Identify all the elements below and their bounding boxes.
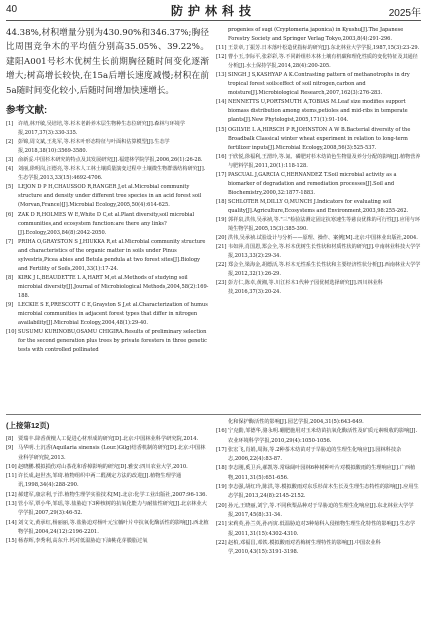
reference-number: [23] <box>216 280 227 287</box>
reference-text: 俞新妥.中国杉木研究的特点及其发展研究[J].福建林学院学报,2006,26(1):26-28. <box>18 157 203 164</box>
reference-item <box>216 446 421 465</box>
reference-item <box>6 444 209 463</box>
reference-item <box>6 138 209 156</box>
reference-item <box>216 98 421 125</box>
reference-text: 郭祥泉,洪伟,吴承祯,等."三"检验法测定固定抗寒速生等慈良优株的可行性[J].应用与环境生物学报,2005,15(3):385-390. <box>228 216 420 233</box>
reference-number <box>216 418 228 427</box>
reference-item <box>6 463 209 472</box>
reference-text: 杨春辉,李秀利,高东升.钙对低温胁迫下油桃花芽膜脂过氧 <box>18 538 148 545</box>
issue-year: 2025年 <box>388 8 421 19</box>
reference-text: 许靖,林开敏,吴培培,等.杉木老龄养木层生物种生态位研究[J].森林与环境学报,2017,37(3):330-335. <box>18 121 185 137</box>
reference-text: 李志刚,奚卫兵,郝凯等.常绿阔叶园林6种树种叶片对模拟酸雨的生理响应[J].广西植物,2011,31(5):651-656. <box>228 465 416 481</box>
reference-text: 宋莉英,孙兰英,孙丙寅.低温胁迫对3种菊科入侵植物生理生化特性的影响[J].生态学报,2011,31(15):4302-4310. <box>228 521 416 537</box>
reference-number: [13] <box>216 72 227 79</box>
right-column <box>216 26 421 297</box>
reference-item <box>6 238 209 274</box>
reference-list <box>216 418 421 557</box>
reference-text: 郝建军,康宗利,于洋.植物生理学实验技术[M].北京:化学工业出版社,2007:96-136. <box>18 491 208 498</box>
reference-item <box>216 26 421 44</box>
reference-item <box>6 120 209 138</box>
reference-text: 刘文文,黄承红,杨丽丽,等.盐胁迫对杨叶元宝槭叶片中抗氧化酶活性的影响[J].西北植物学报,2004,24(12):2196-2201. <box>18 519 209 535</box>
reference-item <box>216 261 421 279</box>
reference-text: 王景章,丁振芳.日本落叶松造优指标的研究[J].东北林业大学学报,1987,15(3):23-29. <box>228 45 420 52</box>
reference-text: KIRK J L,BEAUDETTE L A,HART M,et al.Methods of studying soil microbial diversity[J].Journal of Microbiological Methods,2004,58(2):169-188. <box>18 274 209 299</box>
reference-text: 曹小玉,李际平,张彩彩,等.不同龄组杉木林土壤有机碳和理化性质的变化特征及其通径分析[J].水土保持学报,2014,28(4):200-205. <box>228 54 418 70</box>
reference-text: 许长成,赵世杰,邹琦.植物组织中两二醛测定方法的改进[J].植物生理学通讯,1998,34(4):288-290. <box>18 473 182 489</box>
reference-number: [14] <box>6 519 17 526</box>
body-paragraph: 44.38%,材积增量分别为430.90%和346.37%;胸径比周围竞争木的平均值分别高35.05%、39.22%。建阳A001号杉木优树生长前期胸径随时间变化逐渐增大;树高增长较快,在15a后增长速度减慢;材积在前5a随时间变化较小,后随时间增加快速增长。 <box>6 28 209 96</box>
reference-text: 彭方仁,陈卓,黄湘,等.川江杉木1代种子园优树选择研究[J].四川林业科技,2016,37(3):20-24. <box>228 280 383 296</box>
reference-number: [15] <box>216 126 227 133</box>
reference-item <box>216 520 421 539</box>
section-divider <box>6 414 421 415</box>
reference-item <box>216 216 421 234</box>
reference-item <box>216 279 421 297</box>
reference-list <box>6 435 209 547</box>
reference-text: PASCUAL J,GARCIA C,HERNANDEZ T.Soil microbial activity as a biomarker of degradation and remediation processes[J].Soil and Biochemistry,2000,32:1877-1883. <box>228 171 397 196</box>
reference-number: [10] <box>6 463 17 470</box>
reference-item <box>216 234 421 243</box>
reference-item <box>216 483 421 502</box>
reference-number: [18] <box>216 465 227 472</box>
reference-number: [19] <box>216 484 227 491</box>
reference-text: OGILVIE L A,HIRSCH P R,JOHNSTON A W B.Bacterial diversity of the Broadbalk Classical winter wheat experiment in relation to long-term fertilizer inputs[J].Microbial Ecology,2008,56(3):525-537. <box>228 126 411 151</box>
reference-text: 韦如萍,肖国恩,郑会全,等.杉木优树生长性状和材质性状的研究[J].中南林业科技大学学报,2013,33(2):29-34. <box>228 244 421 260</box>
reference-number: [11] <box>6 473 17 480</box>
reference-number: [22] <box>216 539 227 546</box>
reference-number: [9] <box>6 445 14 452</box>
reference-text: 马华明.土沉香(Aquilaria sinensis (Lour.)Gilg)结香机制的研究[D].北京:中国林业科学研究院,2013. <box>18 445 206 461</box>
continued-from-heading: (上接第12页) <box>6 421 50 430</box>
reference-number: [16] <box>216 153 227 160</box>
reference-number <box>216 26 228 44</box>
reference-item <box>216 71 421 98</box>
reference-number: [15] <box>6 538 17 545</box>
reference-number: [7] <box>6 238 14 245</box>
reference-item <box>216 126 421 153</box>
reference-text: 洪伟,吴承祯.试验设计与分析——原理、操作、案例[M].北京:中国林业出版社,2004. <box>228 235 418 242</box>
reference-item <box>216 539 421 558</box>
reference-number: [4] <box>6 166 14 173</box>
journal-title: 防护林科技 <box>170 4 256 18</box>
reference-item <box>216 153 421 171</box>
reference-text: 管小军,覃小华,邹瑶,等.盐胁迫下3种核树的抗氧化能力与耐盐性研究[J].北京林业大学学报,2007,29(3):46-52. <box>18 501 207 517</box>
reference-text: SUSUMU KURINOBU,OSAMU CHIGIRA.Results of preliminary selection for the second generation plus trees by private foresters in three genetic tests with controlled pollinated <box>18 329 207 354</box>
reference-number: [13] <box>6 501 17 508</box>
reference-item <box>6 472 209 491</box>
reference-number: [6] <box>6 211 14 218</box>
reference-number: [9] <box>6 301 14 308</box>
reference-item <box>216 53 421 71</box>
reference-text: SCHLOTER M,DILLY O,MUNCH J.Indicators for evaluating soil quality[J].Agriculture,Ecosystems and Environment,2003,98:255-262. <box>228 198 409 214</box>
reference-number: [19] <box>216 216 227 223</box>
reference-text: ZAK D R,HOLMES W E,White D C,et al.Plant diversity,soil microbial communities,and ecosystem function:are there any links?[J].Ecology,2003,84(8):2042-2050. <box>18 211 195 236</box>
references-heading: 参考文献: <box>6 105 48 117</box>
reference-item <box>6 537 209 546</box>
reference-text: 李志强,胡红玲,陈洪,等.模拟酸雨对东乐杉苗木生长及生理生态特性的影响[J].应用生态学报,2013,24(8):2145-2152. <box>228 484 419 500</box>
reference-text: PRIHA O,GRAYSTON S J,HIUKKA R,et al.Microbial community structure and characteristics of the organic matter in soils under Pinus sylvestris,Picea abies and Betula pendula at two forest sites[J].Biology and Fertility of Soils,2001,33(1):17-24. <box>18 238 206 272</box>
reference-item <box>216 418 421 427</box>
reference-number: [8] <box>6 436 14 442</box>
reference-text: progenies of sugi (Cryptomeria japonica) in Kyushu[J].The Japanese Forestry Society and Springer Verlag Tokyo,2003,8(4):291-296. <box>228 27 404 43</box>
reference-item <box>6 301 209 328</box>
reference-item <box>6 211 209 238</box>
reference-item <box>6 165 209 183</box>
reference-text: 于欣悦,徐福利,王渭玲,等.氮、磷肥对杉木幼苗色生物量及养分分配的影响[J].植物营养与肥料学报,2011,20(1):118-128. <box>228 153 421 169</box>
reference-text: LECKIE S E,PRESCOTT C E,Grayston S J,et al.Characterization of humus microbial communities in adjacent forest types that differ in nitrogen availability[J].Microbial Ecology,2004,48(1):29-40. <box>18 301 208 327</box>
running-header <box>6 0 421 21</box>
reference-number: [21] <box>216 521 227 528</box>
reference-item <box>216 427 421 446</box>
reference-item <box>216 502 421 521</box>
reference-number: [20] <box>216 502 227 509</box>
reference-text: 贾瑞丰.降香黄檀人工促进心材形成的研究[D].北京:中国林业科学研究院,2014. <box>18 436 199 442</box>
reference-text: 赵柏,邓福昌,邓铁.模拟酸雨对若梅树生理特性的影响[J].中国农业科学,2010,43(15):3191-3198. <box>228 539 381 556</box>
reference-number: [3] <box>6 157 14 164</box>
reference-text: 彭锦,周文斌,王兆军,等.杉木叶形态特征与叶面积估算模型[J].生态学报,2018,38(10):3569-3580. <box>18 139 170 155</box>
reference-number: [16] <box>216 428 227 435</box>
reference-text: 郑会全,梁海金,胡德活,等.杉木无性系生长性状和主要经济性状分析[J].西南林业大学学报,2012,32(1):26-29. <box>228 262 421 278</box>
reference-number: [12] <box>216 54 227 61</box>
reference-number: [1] <box>6 121 14 128</box>
reference-text: 孙元,王晓丽,刘宁,等.不同秋梨品种对于旱胁迫的生理生化响应[J].东北林业大学学报,2017,45(8):31-34. <box>228 502 414 518</box>
reference-text: 张宏飞,肖娟,周海,等.2种茶木幼苗对于旱胁迫的生理生化响应[J].园林科技杂志,2006,22(4):83-87. <box>228 446 402 463</box>
reference-item <box>216 198 421 216</box>
reference-item <box>6 328 209 355</box>
reference-item <box>216 44 421 53</box>
reference-number: [12] <box>6 491 17 498</box>
continued-right-column <box>216 418 421 557</box>
reference-number: [18] <box>216 198 227 205</box>
reference-item <box>216 243 421 261</box>
reference-item <box>216 171 421 198</box>
reference-number: [2] <box>6 139 14 146</box>
reference-item <box>6 435 209 444</box>
reference-item <box>6 183 209 210</box>
reference-item <box>6 274 209 301</box>
reference-number: [8] <box>6 274 14 281</box>
reference-text: NENNETTS U,PORTSMUTH A,TOBIAS M.Leaf size modifies support biomass distribution among stems,petioles and mid-ribs in temperate plants[J].New Phytologist,2005,171(1):91-104. <box>228 99 408 124</box>
reference-text: 赵晓鹏.模拟损伤对山茶花和香樟影响的研究[D].雅安:四川农业大学,2010. <box>18 463 188 470</box>
reference-text: SINGH J S,KASHYAP A K.Contrasting pattern of methanotrophs in dry tropical forest soils:effect of soil nitrogen,carbon and moisture[J].Microbiological Research,2007,162(3):276-283. <box>228 72 410 97</box>
reference-number: [14] <box>216 99 227 106</box>
reference-number: [20] <box>216 235 227 242</box>
reference-number: [17] <box>216 446 227 453</box>
reference-number: [17] <box>216 171 227 178</box>
reference-number: [10] <box>6 329 17 336</box>
reference-item <box>6 156 209 165</box>
reference-item <box>216 464 421 483</box>
continued-left-column <box>6 418 209 547</box>
reference-number: [22] <box>216 262 227 269</box>
reference-text: 宁克勤,邹德华,骆永明.硼肥施用对玉米幼苗抗氧化酶活性及矿质元素吸收的影响[J].农业环境科学学报,2010,29(4):1050-1056. <box>228 428 418 444</box>
reference-item <box>6 519 209 538</box>
reference-list <box>216 26 421 297</box>
reference-item <box>6 491 209 500</box>
reference-text: 刘丽,徐明岗,汪德亮,等.杉木人工林土壤质量演变过程中土壤微生物群落结构研究[J].生态学报,2013,33(15):4692-4706. <box>18 166 206 182</box>
reference-number: [21] <box>216 244 227 251</box>
left-column <box>6 26 209 355</box>
reference-text: LEJON D P H,CHAUSSOD R,RANGER J,et al.Microbial community structure and density under different tree species in an acid forest soil (Morvan,France)[J].Microbial Ecology,2005,50(4):614-625. <box>18 184 202 209</box>
reference-number: [5] <box>6 184 14 191</box>
reference-item <box>6 500 209 519</box>
page-number: 40 <box>6 4 18 15</box>
reference-text: 化和保护酶活性的影响[J].园艺学报,2004,31(5):643-649. <box>228 419 364 425</box>
reference-number: [11] <box>216 45 227 52</box>
reference-list <box>6 120 209 355</box>
